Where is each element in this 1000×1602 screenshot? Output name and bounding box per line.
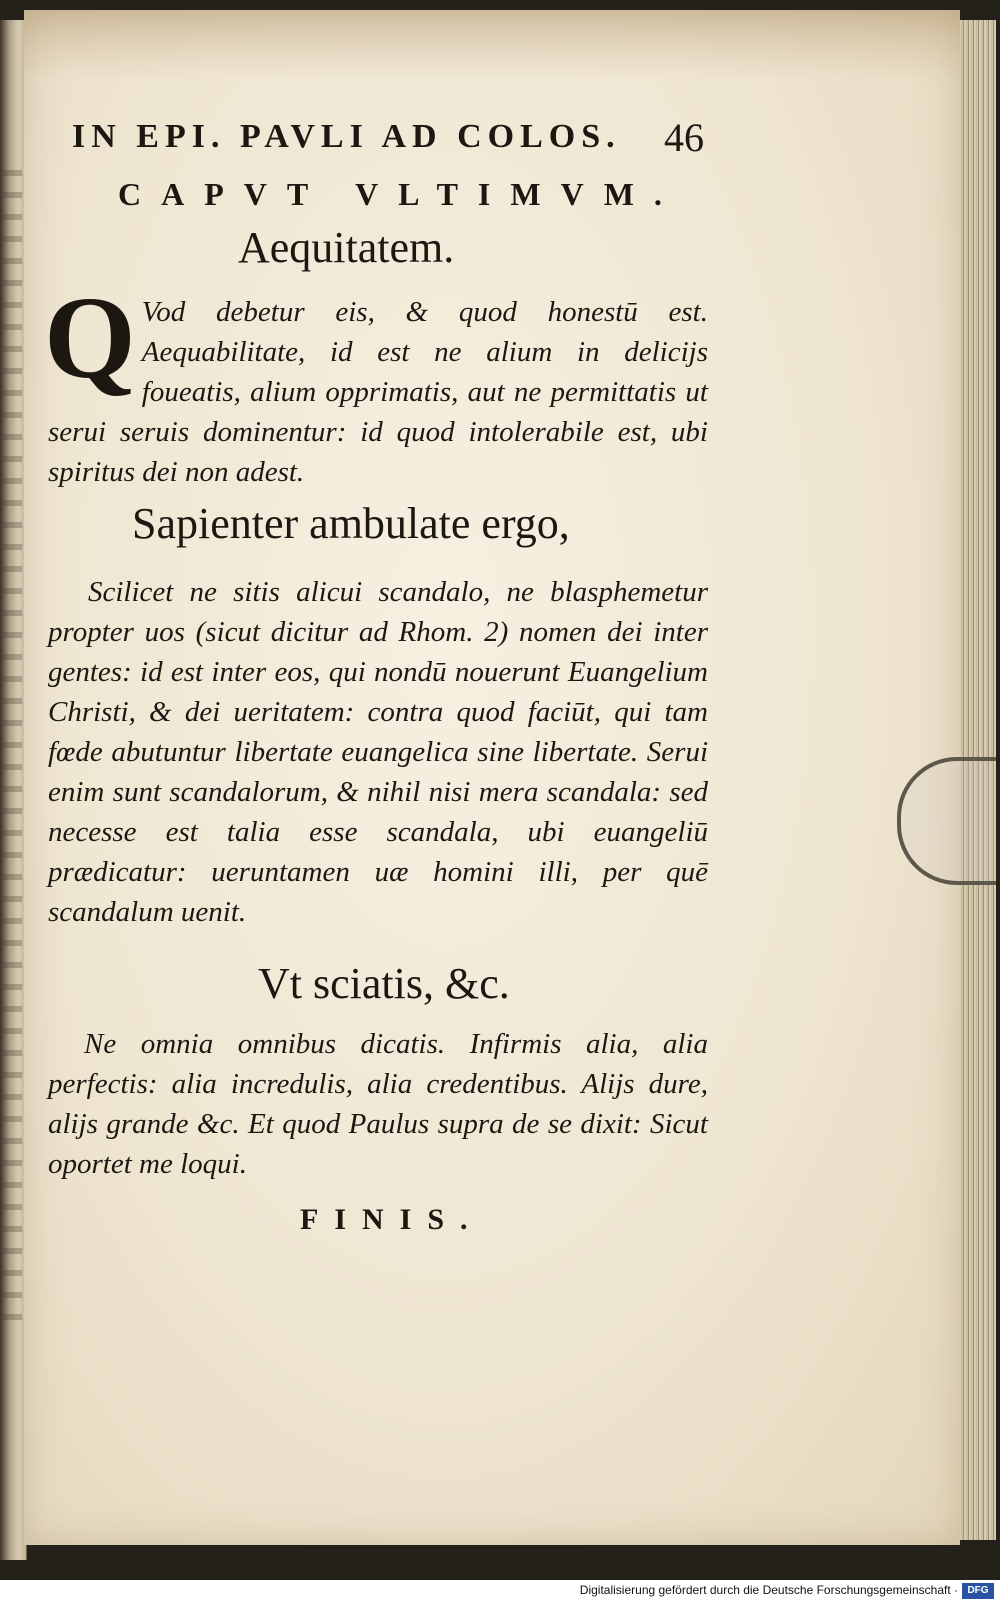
- section-body-sapienter: Scilicet ne sitis alicui scandalo, ne blasphemetur propter uos (sicut dicitur ad Rhom. 2) nomen dei inter gentes: id est inter eos, qui nondū nouerunt Euangelium Christi, & dei ueritatem: contra quod faciūt, qui tam fœde abutuntur libertate euangelica sine libertate. Serui enim sunt scandalorum, & nihil nisi mera scandala: sed necesse est talia esse scandala, ubi euangeliū prædicatur: ueruntamen uæ homini illi, per quē scandalum uenit.: [48, 576, 708, 928]
- section-body-text: Vod debetur eis, & quod honestū est. Aequabilitate, id est ne alium in delicijs foueatis, alium opprimatis, aut ne permittatis ut serui seruis dominentur: id quod intolerabile est, ubi spiritus dei non adest.: [48, 296, 708, 488]
- digitization-footer: [0, 1580, 1000, 1602]
- section-heading-aequitatem: Aequitatem.: [238, 223, 455, 272]
- section-heading-ut-sciatis: Vt sciatis, &c.: [258, 959, 510, 1008]
- drop-cap: Q: [44, 272, 136, 403]
- facing-page-edge: [0, 20, 27, 1560]
- section-heading-sapienter: Sapienter ambulate ergo,: [132, 499, 570, 548]
- dfg-logo: DFG: [962, 1583, 994, 1599]
- section-body-ut-sciatis: Ne omnia omnibus dicatis. Infirmis alia, alia perfectis: alia incredulis, alia credentibus. Alijs dure, alijs grande &c. Et quod Paulus supra de se dixit: Sicut oportet me loqui.: [48, 1028, 708, 1180]
- funding-credit: Digitalisierung gefördert durch die Deutsche Forschungsgemeinschaft ·: [579, 1583, 958, 1597]
- running-head: [72, 115, 712, 168]
- chapter-heading: CAPVT VLTIMVM.: [118, 176, 682, 212]
- running-head-title: IN EPI. PAVLI AD COLOS.: [72, 118, 621, 155]
- section-body-aequitatem: [44, 272, 708, 492]
- folio-number: 46: [664, 115, 704, 160]
- page-stain: [24, 10, 960, 80]
- facing-page-text-bleed: [2, 170, 22, 1330]
- finis-colophon: FINIS.: [300, 1203, 484, 1236]
